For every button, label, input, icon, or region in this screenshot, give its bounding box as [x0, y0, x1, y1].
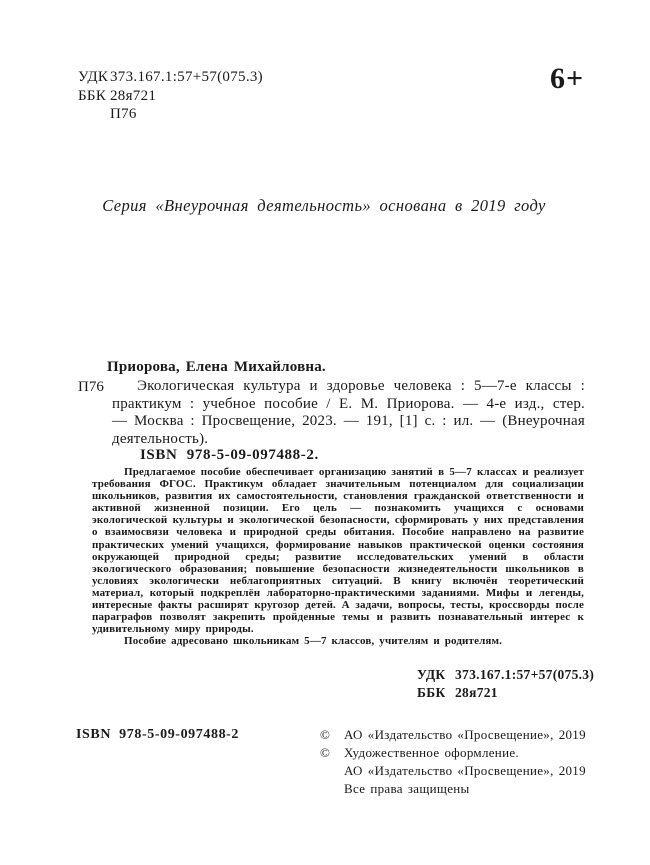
udk-bottom-value: 373.167.1:57+57(075.3) — [455, 667, 595, 682]
udk-value: 373.167.1:57+57(075.3) — [110, 69, 263, 85]
bibliographic-description: Экологическая культура и здоровье человека : 5—7-е классы : практикум : учебное пособие / Е. М. Приорова. — 4-е изд., стер. — Москва : Просвещение, 2023. — 191, [1] с. : ил. — (Внеурочная деятельность). — [112, 378, 585, 447]
annotation-paragraph: Предлагаемое пособие обеспечивает организацию занятий в 5—7 классах и реализует требования ФГОС. Практикум обладает значительным потенциалом для социализации школьников, развития их самостоятельности, становления гражданской ответственности и активной жизненной позиции. Его цель — познакомить учащихся с основами экологической культуры и экологической безопасности, сформировать у них представления о взаимосвязи человека и природной среды обитания. Пособие направлено на развитие практических умений учащихся, формирование навыков практической оценки состояния окружающей природной среды; развитие исследовательских умений в области экологического образования; повышение безопасности жизнедеятельности школьников в условиях экологически неблагоприятных ситуаций. В книгу включён теоретический материал, который подкреплён лабораторно-практическими заданиями. Мифы и легенды, интересные факты расширят кругозор детей. А задачи, вопросы, тесты, кроссворды после параграфов позволят закрепить пройденные темы и развить познавательный интерес к удивительному миру природы. — [92, 466, 584, 636]
copyright-text: АО «Издательство «Просвещение», 2019 — [344, 727, 586, 742]
copyright-text: Художественное оформление. — [344, 745, 519, 760]
classification-bottom-block — [417, 666, 594, 701]
bbk-bottom-value: 28я721 — [455, 684, 498, 700]
isbn-line: ISBN 978-5-09-097488-2. — [140, 447, 319, 463]
udk-row — [78, 68, 263, 87]
bbk-value: 28я721 — [110, 87, 157, 104]
authors-sign-code: П76 — [110, 106, 137, 122]
bbk-bottom-row — [417, 684, 594, 702]
annotation-block — [92, 466, 584, 647]
udk-label: УДК — [78, 69, 109, 85]
classification-top-block — [78, 68, 263, 124]
bbk-label: ББК — [78, 87, 107, 104]
copyright-row — [320, 744, 586, 762]
series-line: Серия «Внеурочная деятельность» основана в 2019 году — [102, 196, 546, 215]
copyright-symbol-empty — [320, 762, 344, 780]
entry-code: П76 — [78, 379, 104, 395]
copyright-symbol: © — [320, 727, 331, 742]
age-rating-badge: 6+ — [550, 62, 585, 95]
authors-sign-row — [78, 105, 263, 124]
copyright-symbol-empty — [320, 780, 344, 798]
audience-line: Пособие адресовано школьникам 5—7 классов, учителям и родителям. — [124, 635, 503, 648]
copyright-symbol: © — [320, 745, 331, 760]
udk-bottom-row — [417, 666, 594, 684]
copyright-block — [320, 726, 586, 798]
bbk-bottom-label: ББК — [417, 684, 446, 700]
udk-bottom-label: УДК — [417, 667, 446, 682]
copyright-row — [320, 726, 586, 744]
copyright-row — [320, 762, 586, 780]
bbk-row — [78, 87, 263, 106]
copyright-row — [320, 780, 586, 798]
author-name: Приорова, Елена Михайловна. — [107, 359, 326, 375]
isbn-footer: ISBN 978-5-09-097488-2 — [76, 727, 240, 742]
copyright-text: Все права защищены — [344, 781, 470, 796]
copyright-text: АО «Издательство «Просвещение», 2019 — [344, 763, 586, 778]
